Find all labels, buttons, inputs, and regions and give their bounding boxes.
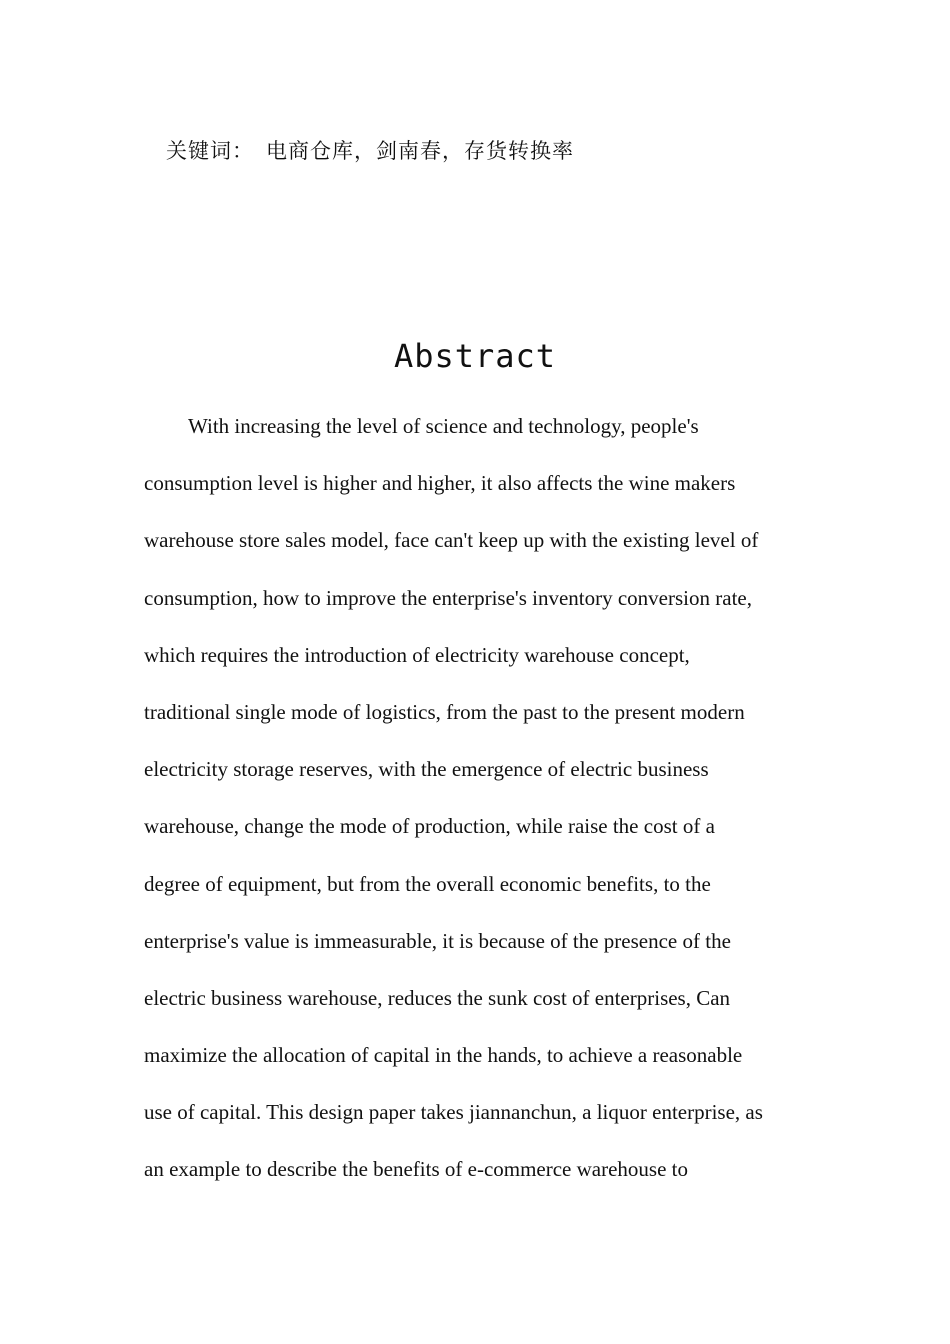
abstract-line: traditional single mode of logistics, from the past to the present modern — [144, 699, 745, 724]
abstract-line: use of capital. This design paper takes jiannanchun, a liquor enterprise, as — [144, 1100, 763, 1125]
abstract-line: maximize the allocation of capital in the hands, to achieve a reasonable — [144, 1043, 743, 1068]
abstract-line: an example to describe the benefits of e-commerce warehouse to — [144, 1157, 689, 1182]
abstract-line: degree of equipment, but from the overall economic benefits, to the — [144, 871, 711, 896]
keywords-label: 关键词： — [166, 139, 254, 163]
abstract-title: Abstract — [393, 337, 557, 375]
abstract-line: which requires the introduction of electricity warehouse concept, — [144, 642, 690, 667]
abstract-line: warehouse store sales model, face can't keep up with the existing level of — [144, 528, 759, 553]
abstract-line: enterprise's value is immeasurable, it is because of the presence of the — [144, 928, 731, 953]
abstract-line: consumption, how to improve the enterprise's inventory conversion rate, — [144, 585, 752, 610]
abstract-line: electricity storage reserves, with the emergence of electric business — [144, 757, 709, 782]
abstract-line: With increasing the level of science and technology, people's — [188, 414, 699, 438]
abstract-line: electric business warehouse, reduces the sunk cost of enterprises, Can — [144, 985, 731, 1010]
abstract-body — [144, 406, 824, 1207]
abstract-line: consumption level is higher and higher, it also affects the wine makers — [144, 471, 736, 496]
keywords-line — [166, 136, 574, 166]
abstract-line: warehouse, change the mode of production, while raise the cost of a — [144, 814, 715, 839]
keywords-value: 电商仓库，剑南春，存货转换率 — [266, 139, 574, 163]
